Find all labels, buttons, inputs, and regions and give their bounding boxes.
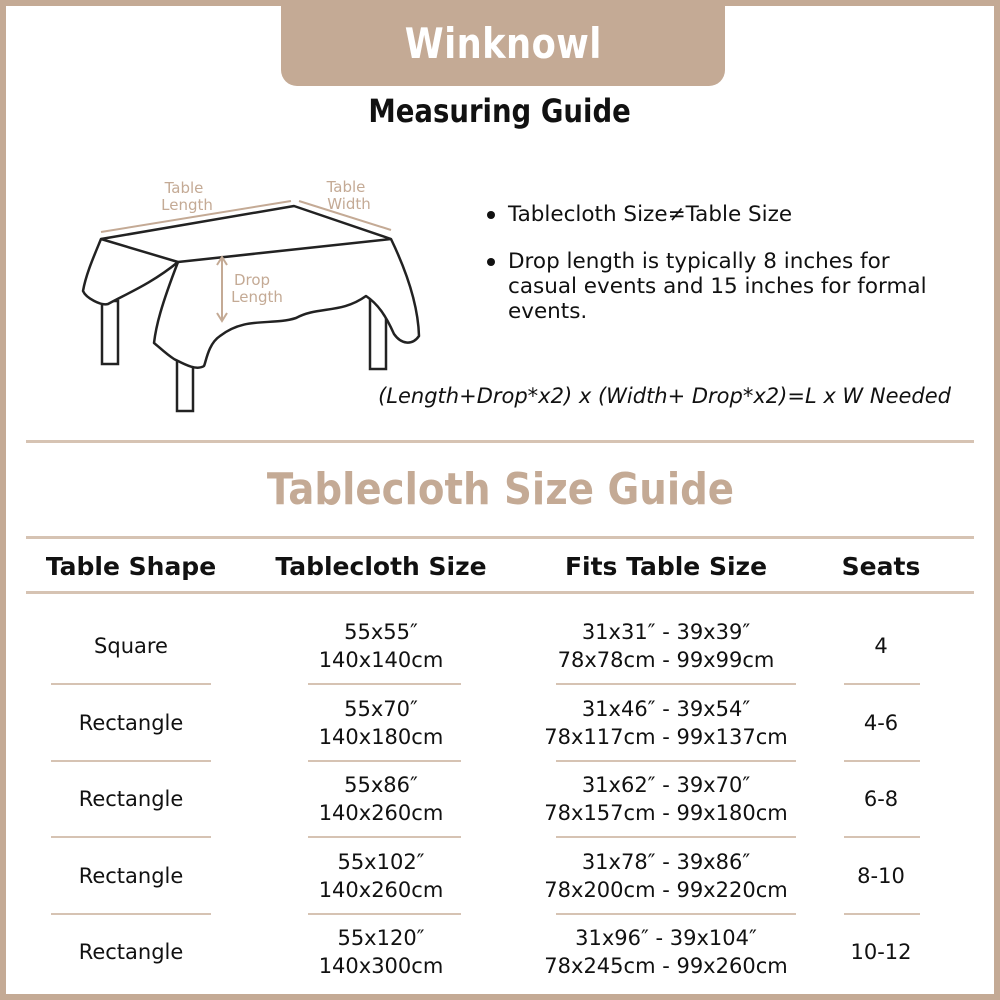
row-divider: [844, 836, 920, 838]
cell-fits-cm: 78x157cm - 99x180cm: [544, 801, 788, 825]
cell-fits-cm: 78x117cm - 99x137cm: [544, 724, 788, 749]
cell-size-inches: 55x102″: [337, 849, 425, 874]
cell-fits-inches: 31x46″ - 39x54″: [581, 696, 751, 721]
size-formula: (Length+Drop*x2) x (Width+ Drop*x2)=L x W Needed: [378, 384, 951, 408]
table-length-label-2: Length: [161, 196, 213, 214]
cell-fits-inches: 31x31″ - 39x39″: [581, 620, 751, 644]
cell-table-shape: Rectangle: [78, 940, 184, 964]
cell-fits-cm: 78x245cm - 99x260cm: [544, 954, 788, 978]
cell-size-cm: 140x300cm: [318, 954, 444, 978]
cell-fits-inches: 31x78″ - 39x86″: [581, 849, 751, 874]
row-divider: [51, 836, 211, 838]
bullet-icon: [487, 258, 495, 266]
row-divider: [308, 760, 461, 762]
row-divider: [556, 760, 796, 762]
row-divider: [308, 913, 461, 915]
cell-seats: 8-10: [857, 863, 905, 888]
note-item: Drop length is typically 8 inches for casual events and 15 inches for formal events.: [484, 249, 964, 324]
row-divider: [556, 836, 796, 838]
row-divider: [844, 683, 920, 685]
drop-length-label-2: Length: [231, 288, 283, 306]
brand-banner: [281, 6, 725, 86]
header-seats: Seats: [841, 552, 921, 581]
row-divider: [308, 836, 461, 838]
cell-size-cm: 140x140cm: [318, 648, 444, 672]
cell-fits-inches: 31x96″ - 39x104″: [575, 926, 757, 950]
header-fits-table-size: Fits Table Size: [564, 552, 768, 581]
cell-table-shape: Rectangle: [78, 863, 184, 888]
cell-seats: 4-6: [863, 710, 899, 735]
row-divider: [51, 683, 211, 685]
note-item: Tablecloth Size≠Table Size: [484, 202, 964, 227]
measuring-guide-title: Measuring Guide: [368, 92, 632, 130]
header-table-shape: Table Shape: [45, 552, 217, 581]
bullet-icon: [487, 211, 495, 219]
cell-size-inches: 55x70″: [344, 696, 418, 721]
row-divider: [51, 913, 211, 915]
cell-fits-cm: 78x78cm - 99x99cm: [557, 648, 775, 672]
measuring-notes: [484, 202, 964, 346]
table-length-label-1: Table: [164, 179, 204, 197]
cell-size-inches: 55x55″: [344, 620, 418, 644]
cell-size-cm: 140x260cm: [318, 801, 444, 825]
header-tablecloth-size: Tablecloth Size: [275, 552, 487, 581]
row-divider: [844, 913, 920, 915]
size-guide-title: Tablecloth Size Guide: [266, 464, 734, 515]
cell-fits-cm: 78x200cm - 99x220cm: [544, 877, 788, 902]
cell-table-shape: Square: [94, 634, 168, 658]
cell-table-shape: Rectangle: [78, 710, 184, 735]
row-divider: [556, 683, 796, 685]
cell-seats: 6-8: [863, 787, 899, 811]
cell-seats: 10-12: [850, 940, 912, 964]
row-divider: [844, 760, 920, 762]
table-width-label-2: Width: [327, 195, 371, 213]
cell-size-inches: 55x120″: [337, 926, 425, 950]
page-frame: [6, 6, 994, 994]
cell-size-inches: 55x86″: [344, 773, 418, 797]
row-divider: [308, 683, 461, 685]
row-divider: [51, 760, 211, 762]
cell-table-shape: Rectangle: [78, 787, 184, 811]
header-bottom-rule: [26, 591, 974, 594]
brand-name: Winknowl: [404, 18, 602, 68]
cell-size-cm: 140x180cm: [318, 724, 444, 749]
cell-fits-inches: 31x62″ - 39x70″: [581, 773, 751, 797]
table-width-label-1: Table: [326, 178, 366, 196]
drop-length-label-1: Drop: [233, 271, 271, 289]
row-divider: [556, 913, 796, 915]
section-divider: [26, 440, 974, 443]
cell-seats: 4: [874, 634, 888, 658]
cell-size-cm: 140x260cm: [318, 877, 444, 902]
header-top-rule: [26, 536, 974, 539]
